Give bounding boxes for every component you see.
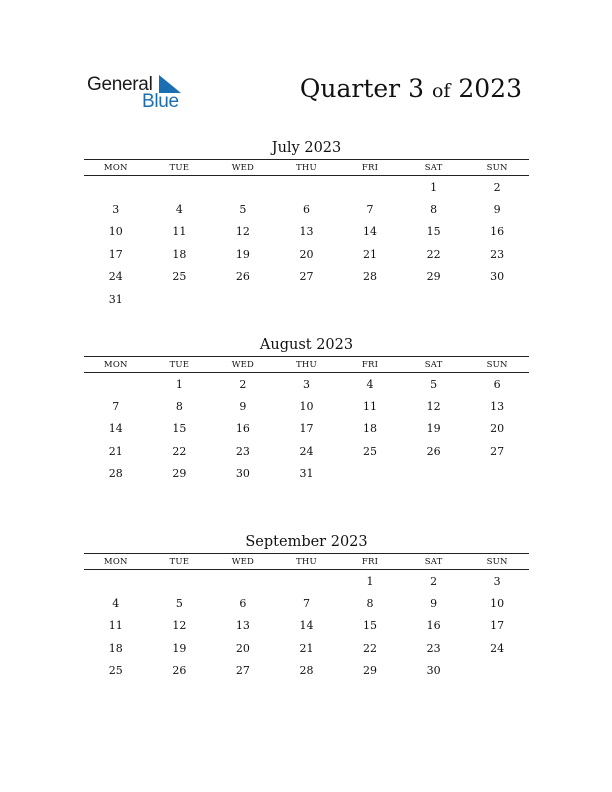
day-cell: 16 <box>490 225 505 239</box>
month-calendar-july <box>84 137 529 310</box>
week-row <box>84 637 529 659</box>
day-cell: 5 <box>175 597 183 611</box>
month-weeks <box>84 176 529 310</box>
day-cell: 18 <box>363 422 378 436</box>
week-row <box>84 592 529 614</box>
generalblue-logo <box>87 72 187 112</box>
day-cell: 25 <box>108 664 123 678</box>
day-cell: 25 <box>172 270 187 284</box>
day-cell: 29 <box>363 664 378 678</box>
day-cell: 12 <box>235 225 250 239</box>
day-cell: 26 <box>235 270 250 284</box>
day-cell: 2 <box>239 377 247 391</box>
week-row <box>84 198 529 220</box>
day-cell: 27 <box>490 444 505 458</box>
day-cell: 12 <box>172 619 187 633</box>
weekday-label: SAT <box>424 162 443 173</box>
weekday-label: FRI <box>361 359 379 370</box>
month-calendar-september <box>84 531 529 682</box>
day-cell: 17 <box>108 247 123 261</box>
day-cell: 30 <box>426 664 441 678</box>
day-cell: 31 <box>108 292 123 306</box>
day-cell: 16 <box>235 422 250 436</box>
weekday-label: MON <box>103 359 128 370</box>
day-cell: 14 <box>363 225 378 239</box>
day-cell: 21 <box>363 247 378 261</box>
day-cell: 26 <box>426 444 441 458</box>
month-name: August 2023 <box>259 337 354 353</box>
day-cell: 13 <box>490 400 505 414</box>
week-row <box>84 395 529 417</box>
day-cell: 31 <box>299 467 314 481</box>
day-cell: 28 <box>363 270 378 284</box>
day-cell: 17 <box>490 619 505 633</box>
weekday-label: SAT <box>424 556 443 567</box>
day-cell: 5 <box>430 377 438 391</box>
day-cell: 14 <box>299 619 314 633</box>
day-cell: 7 <box>366 203 374 217</box>
weekday-header <box>84 553 529 570</box>
day-cell: 8 <box>366 597 374 611</box>
month-weeks <box>84 373 529 485</box>
day-cell: 3 <box>302 377 310 391</box>
day-cell: 29 <box>172 467 187 481</box>
weekday-label: FRI <box>361 162 379 173</box>
day-cell: 22 <box>363 641 378 655</box>
day-cell: 20 <box>490 422 505 436</box>
day-cell: 27 <box>299 270 314 284</box>
day-cell: 14 <box>108 422 123 436</box>
day-cell: 29 <box>426 270 441 284</box>
day-cell: 13 <box>235 619 250 633</box>
day-cell: 20 <box>299 247 314 261</box>
day-cell: 9 <box>430 597 438 611</box>
page-title <box>300 74 522 103</box>
month-calendar-august <box>84 334 529 485</box>
week-row <box>84 463 529 485</box>
day-cell: 30 <box>235 467 250 481</box>
title-of: of <box>431 80 451 102</box>
weekday-header <box>84 356 529 373</box>
day-cell: 21 <box>108 444 123 458</box>
logo-text-general: General <box>87 74 153 95</box>
weekday-label: WED <box>231 359 255 370</box>
weekday-label: MON <box>103 162 128 173</box>
day-cell: 10 <box>490 597 505 611</box>
day-cell: 11 <box>108 619 123 633</box>
day-cell: 10 <box>108 225 123 239</box>
day-cell: 23 <box>490 247 505 261</box>
week-row <box>84 243 529 265</box>
day-cell: 2 <box>493 180 501 194</box>
weekday-label: SUN <box>486 359 508 370</box>
day-cell: 2 <box>430 574 438 588</box>
week-row <box>84 660 529 682</box>
week-row <box>84 418 529 440</box>
day-cell: 28 <box>299 664 314 678</box>
month-weeks <box>84 570 529 682</box>
day-cell: 7 <box>112 400 120 414</box>
weekday-label: WED <box>231 556 255 567</box>
day-cell: 27 <box>235 664 250 678</box>
day-cell: 18 <box>108 641 123 655</box>
day-cell: 3 <box>112 203 120 217</box>
day-cell: 19 <box>172 641 187 655</box>
day-cell: 10 <box>299 400 314 414</box>
day-cell: 15 <box>426 225 441 239</box>
weekday-label: TUE <box>169 556 190 567</box>
day-cell: 11 <box>172 225 187 239</box>
weekday-label: FRI <box>361 556 379 567</box>
day-cell: 15 <box>172 422 187 436</box>
day-cell: 30 <box>490 270 505 284</box>
weekday-label: THU <box>296 556 317 567</box>
weekday-label: SUN <box>486 556 508 567</box>
day-cell: 23 <box>235 444 250 458</box>
day-cell: 6 <box>239 597 247 611</box>
day-cell: 7 <box>302 597 310 611</box>
day-cell: 5 <box>239 203 247 217</box>
day-cell: 16 <box>426 619 441 633</box>
title-quarter: Quarter 3 <box>299 74 424 103</box>
week-row <box>84 440 529 462</box>
day-cell: 15 <box>363 619 378 633</box>
week-row <box>84 221 529 243</box>
day-cell: 22 <box>172 444 187 458</box>
day-cell: 22 <box>426 247 441 261</box>
day-cell: 3 <box>493 574 501 588</box>
week-row <box>84 266 529 288</box>
day-cell: 18 <box>172 247 187 261</box>
week-row <box>84 176 529 198</box>
day-cell: 23 <box>426 641 441 655</box>
weekday-label: THU <box>296 359 317 370</box>
day-cell: 19 <box>235 247 250 261</box>
day-cell: 26 <box>172 664 187 678</box>
day-cell: 28 <box>108 467 123 481</box>
weekday-label: THU <box>296 162 317 173</box>
month-name: July 2023 <box>271 140 342 156</box>
day-cell: 24 <box>490 641 505 655</box>
weekday-label: WED <box>231 162 255 173</box>
day-cell: 1 <box>175 377 183 391</box>
day-cell: 24 <box>108 270 123 284</box>
day-cell: 1 <box>430 180 438 194</box>
weekday-header <box>84 159 529 176</box>
day-cell: 6 <box>302 203 310 217</box>
day-cell: 13 <box>299 225 314 239</box>
day-cell: 24 <box>299 444 314 458</box>
day-cell: 6 <box>493 377 501 391</box>
day-cell: 4 <box>366 377 374 391</box>
day-cell: 9 <box>239 400 247 414</box>
week-row <box>84 373 529 395</box>
day-cell: 19 <box>426 422 441 436</box>
week-row <box>84 615 529 637</box>
day-cell: 21 <box>299 641 314 655</box>
title-year: 2023 <box>458 74 522 103</box>
day-cell: 1 <box>366 574 374 588</box>
day-cell: 8 <box>430 203 438 217</box>
week-row <box>84 288 529 310</box>
weekday-label: MON <box>103 556 128 567</box>
day-cell: 4 <box>112 597 120 611</box>
week-row <box>84 570 529 592</box>
day-cell: 8 <box>175 400 183 414</box>
weekday-label: SAT <box>424 359 443 370</box>
day-cell: 9 <box>493 203 501 217</box>
weekday-label: SUN <box>486 162 508 173</box>
day-cell: 25 <box>363 444 378 458</box>
day-cell: 4 <box>175 203 183 217</box>
day-cell: 20 <box>235 641 250 655</box>
day-cell: 11 <box>363 400 378 414</box>
weekday-label: TUE <box>169 162 190 173</box>
day-cell: 12 <box>426 400 441 414</box>
day-cell: 17 <box>299 422 314 436</box>
month-name: September 2023 <box>245 534 368 550</box>
weekday-label: TUE <box>169 359 190 370</box>
logo-text-blue: Blue <box>142 91 179 112</box>
